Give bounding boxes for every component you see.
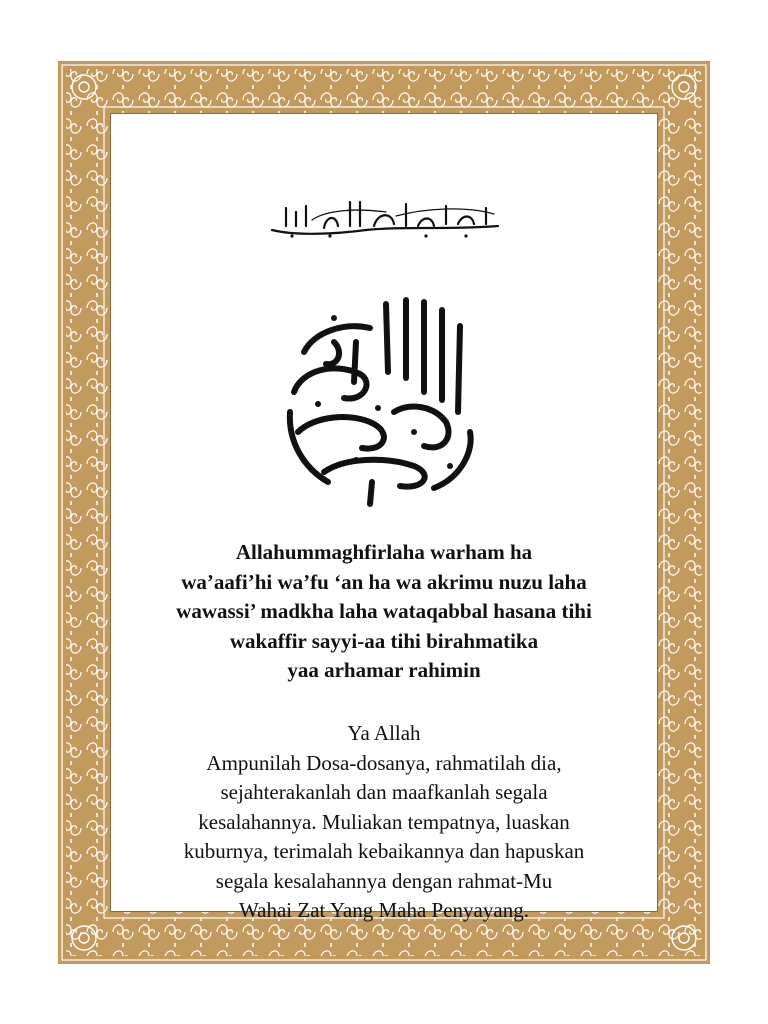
circular-arabic-calligraphy-icon: [274, 282, 494, 507]
transliteration-line: wakaffir sayyi-aa tihi birahmatika: [229, 628, 539, 653]
ornamental-border-frame: [58, 61, 710, 964]
translation-line: kesalahannya. Muliakan tempatnya, luaskan: [198, 809, 570, 834]
doa-translation: [111, 719, 657, 926]
translation-line: sejahterakanlah dan maafkanlah segala: [220, 780, 548, 804]
bismillah-calligraphy-icon: [266, 196, 506, 240]
doa-transliteration: [111, 538, 657, 686]
transliteration-line: Allahummaghfirlaha warham ha: [235, 540, 533, 564]
translation-line: Ya Allah: [347, 721, 421, 745]
transliteration-line: wawassi’ madkha laha wataqabbal hasana tihi: [176, 599, 592, 623]
translation-line: segala kesalahannya dengan rahmat-Mu: [215, 868, 553, 893]
transliteration-line: wa’aafi’hi wa’fu ‘an ha wa akrimu nuzu laha: [181, 569, 587, 594]
translation-line: kuburnya, terimalah kebaikannya dan hapuskan: [183, 839, 585, 863]
translation-line: Ampunilah Dosa-dosanya, rahmatilah dia,: [206, 750, 562, 775]
card-panel: [111, 114, 657, 922]
transliteration-line: yaa arhamar rahimin: [287, 658, 481, 682]
translation-line: Wahai Zat Yang Maha Penyayang.: [239, 898, 529, 922]
